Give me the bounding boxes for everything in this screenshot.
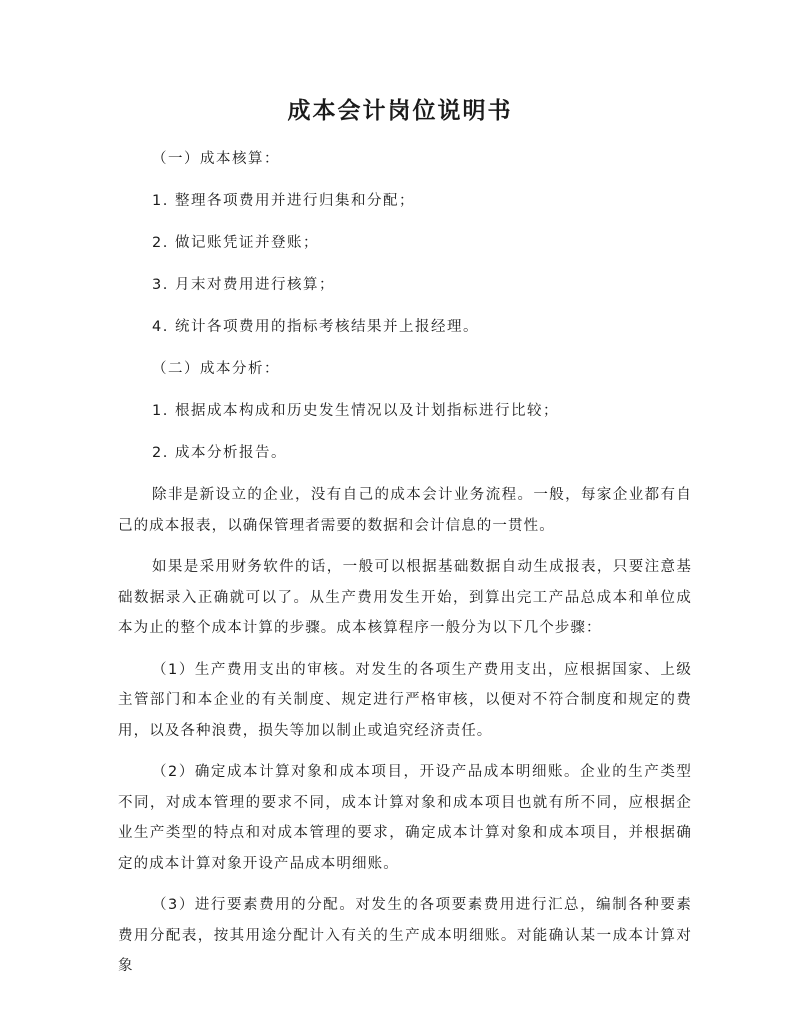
list-item: 2. 做记账凭证并登账； <box>152 235 319 251</box>
list-item: 1. 整理各项费用并进行归集和分配； <box>152 193 415 209</box>
document-title: 成本会计岗位说明书 <box>287 98 513 124</box>
list-item: 1. 根据成本构成和历史发生情况以及计划指标进行比较； <box>152 403 559 419</box>
body-paragraph: （1）生产费用支出的审核。对发生的各项生产费用支出，应根据国家、上级主管部门和本企业的有关制度、规定进行严格审核，以便对不符合制度和规定的费用，以及各种浪费，损失等加以制止或追究经济责任。 <box>118 661 692 739</box>
section-heading-cost-analysis: （二）成本分析： <box>152 361 280 377</box>
body-paragraph: 除非是新设立的企业，没有自己的成本会计业务流程。一般，每家企业都有自己的成本报表，以确保管理者需要的数据和会计信息的一贯性。 <box>118 487 692 534</box>
body-paragraph: （2）确定成本计算对象和成本项目，开设产品成本明细账。企业的生产类型不同，对成本管理的要求不同，成本计算对象和成本项目也就有所不同，应根据企业生产类型的特点和对成本管理的要求，确定成本计算对象和成本项目，并根据确定的成本计算对象开设产品成本明细账。 <box>118 764 692 872</box>
body-paragraph: 如果是采用财务软件的话，一般可以根据基础数据自动生成报表，只要注意基础数据录入正确就可以了。从生产费用发生开始，到算出完工产品总成本和单位成本为止的整个成本计算的步骤。成本核算程序一般分为以下几个步骤： <box>118 559 692 636</box>
list-item: 4. 统计各项费用的指标考核结果并上报经理。 <box>152 319 479 335</box>
list-item: 3. 月末对费用进行核算； <box>152 277 335 293</box>
document-body <box>118 144 692 993</box>
section-heading-cost-accounting: （一）成本核算： <box>152 151 280 167</box>
list-item: 2. 成本分析报告。 <box>152 445 287 461</box>
body-paragraph: （3）进行要素费用的分配。对发生的各项要素费用进行汇总，编制各种要素费用分配表，按其用途分配计入有关的生产成本明细账。对能确认某一成本计算对象 <box>118 897 692 974</box>
